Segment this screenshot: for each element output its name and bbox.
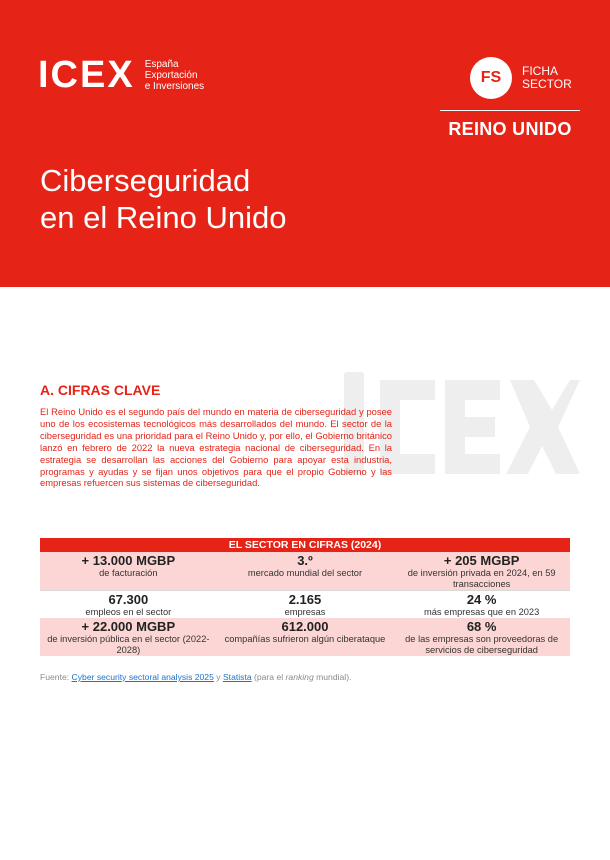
stat-label: mercado mundial del sector (247, 568, 363, 578)
fs-badge-label: FICHA SECTOR (522, 64, 572, 91)
icex-logo (38, 56, 204, 94)
stat-label: compañías sufrieron algún ciberataque (224, 634, 386, 644)
stat-value: 612.000 (281, 619, 329, 634)
stat-value: + 205 MGBP (443, 553, 520, 568)
header-banner (0, 0, 610, 287)
stat-value: 24 % (466, 592, 497, 607)
stat-cell (40, 618, 217, 656)
source-note: Fuente: Cyber security sectoral analysis 2025 y Statista (para el ranking mundial). (40, 672, 352, 682)
stat-cell (217, 552, 394, 590)
stat-value: + 22.000 MGBP (81, 619, 176, 634)
country-label: REINO UNIDO (448, 119, 572, 139)
stat-label: de inversión privada en 2024, en 59 transacciones (407, 568, 556, 589)
stat-label: más empresas que en 2023 (424, 607, 540, 617)
stats-table-header: EL SECTOR EN CIFRAS (2024) (40, 538, 570, 552)
stat-label: empresas (284, 607, 326, 617)
stat-cell (217, 618, 394, 656)
stat-cell (393, 618, 570, 656)
section-title: A. CIFRAS CLAVE (40, 382, 161, 398)
intro-paragraph: El Reino Unido es el segundo país del mundo en materia de ciberseguridad y posee uno de los ecosistemas tecnológicos más desarrollados del mundo. El sector de la ciberseguridad es una prioridad para el Reino Unido y, por ello, el Gobierno británico lanzó en febrero de 2022 la nueva estrategia nacional de ciberseguridad. En la estrategia se desarrollan las acciones del Gobierno para apoyar esta industria, programas y ayudas y se fijan unos objetivos para que el propio Gobierno y las empresas refuercen sus sistemas de ciberseguridad. (40, 406, 392, 489)
stat-cell (40, 591, 217, 618)
stat-cell (393, 552, 570, 590)
stat-cell (217, 591, 394, 618)
stats-row (40, 552, 570, 590)
stat-cell (393, 591, 570, 618)
stat-cell (40, 552, 217, 590)
stat-label: empleos en el sector (85, 607, 172, 617)
stats-row (40, 590, 570, 618)
icex-logo-mark: ICEX (38, 54, 135, 96)
source-link-cyber-security-analysis[interactable]: Cyber security sectoral analysis 2025 (71, 672, 214, 682)
source-link-statista[interactable]: Statista (222, 672, 252, 682)
stat-label: de las empresas son proveedoras de servicios de ciberseguridad (405, 634, 559, 655)
page-title: Ciberseguridad en el Reino Unido (40, 163, 287, 235)
stat-value: 3.º (297, 553, 313, 568)
stat-value: 67.300 (108, 592, 149, 607)
stat-value: 2.165 (288, 592, 322, 607)
stat-value: + 13.000 MGBP (81, 553, 176, 568)
fs-badge-icon: FS (470, 57, 512, 99)
stat-label: de inversión pública en el sector (2022-2028) (47, 634, 210, 655)
stat-value: 68 % (466, 619, 497, 634)
stats-table (40, 538, 570, 656)
header-divider (440, 110, 580, 111)
stat-label: de facturación (99, 568, 158, 578)
icex-logo-subtitle: España Exportación e Inversiones (144, 58, 205, 92)
stats-row (40, 618, 570, 656)
